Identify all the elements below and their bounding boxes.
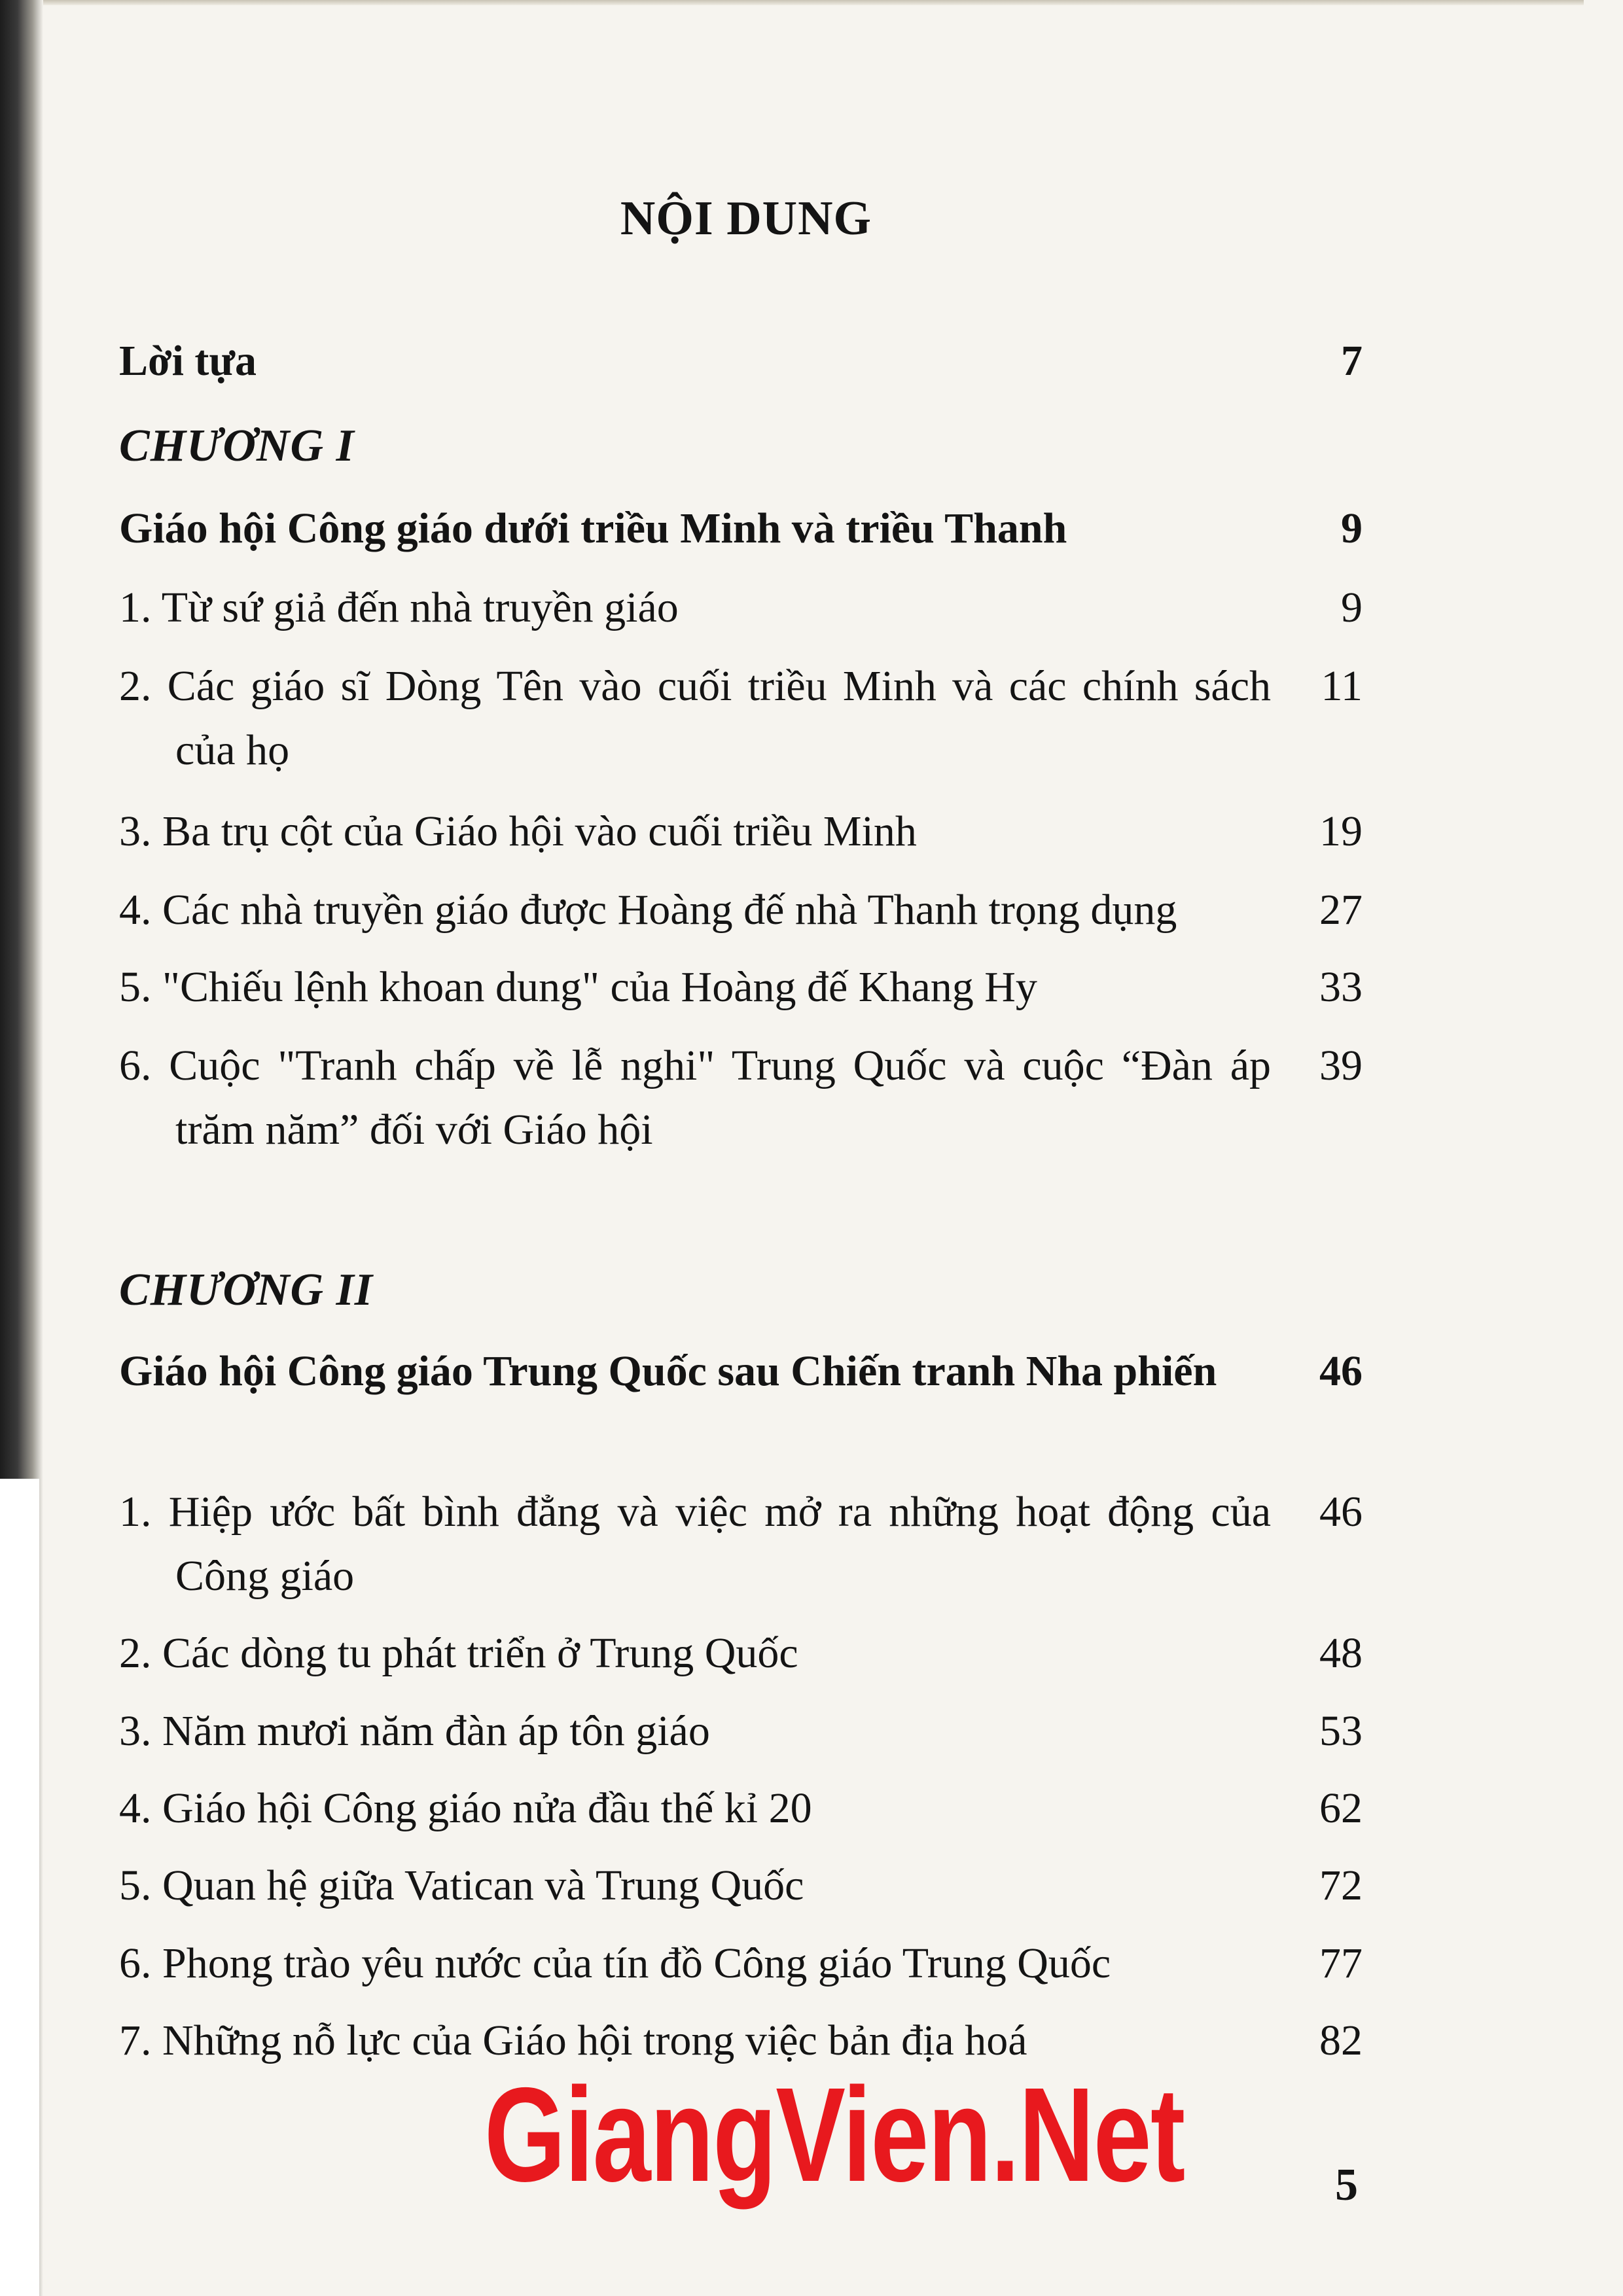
toc-entry: [119, 1854, 1363, 1918]
toc-entry-label: Lời tựa: [119, 337, 257, 385]
site-watermark: GiangVien.Net: [484, 2060, 1185, 2210]
toc-entry-page: 27: [1319, 886, 1363, 934]
toc-entry-page: 46: [1319, 1488, 1363, 1536]
chapter-2-title-entry: [119, 1339, 1363, 1404]
toc-entry-page: 82: [1319, 2017, 1363, 2064]
chapter-2-label: CHƯƠNG II: [119, 1265, 374, 1315]
toc-entry-page: 19: [1319, 807, 1363, 855]
page-title: NỘI DUNG: [620, 192, 872, 245]
toc-entry-label: 5. Quan hệ giữa Vatican và Trung Quốc: [119, 1862, 804, 1909]
toc-entry: [119, 1699, 1363, 1763]
toc-entry-page: 77: [1319, 1939, 1363, 1987]
chapter-1-title-page: 9: [1341, 504, 1363, 552]
toc-entry-label: 2. Các dòng tu phát triển ở Trung Quốc: [119, 1629, 798, 1677]
toc-entry: [119, 1480, 1363, 1608]
chapter-1-label: CHƯƠNG I: [119, 421, 355, 471]
toc-entry-page: 7: [1341, 337, 1363, 385]
toc-entry: [119, 800, 1363, 864]
toc-entry-page: 39: [1319, 1042, 1363, 1089]
toc-entry-page: 11: [1321, 662, 1363, 710]
toc-entry-page: 9: [1341, 584, 1363, 631]
toc-entry-label: 6. Phong trào yêu nước của tín đồ Công giáo Trung Quốc: [119, 1939, 1111, 1987]
toc-entry-label: 1. Hiệp ước bất bình đẳng và việc mở ra những hoạt động của Công giáo: [119, 1488, 1271, 1600]
toc-entry-page: 72: [1319, 1862, 1363, 1909]
toc-entry-label: 5. "Chiếu lệnh khoan dung" của Hoàng đế Khang Hy: [119, 963, 1037, 1011]
toc-entry-page: 53: [1319, 1707, 1363, 1755]
toc-entry-label: 3. Ba trụ cột của Giáo hội vào cuối triều Minh: [119, 807, 917, 855]
toc-entry-label: 4. Giáo hội Công giáo nửa đầu thế kỉ 20: [119, 1784, 812, 1832]
toc-entry-label: 6. Cuộc "Tranh chấp về lễ nghi" Trung Quốc và cuộc “Đàn áp trăm năm” đối với Giáo hội: [119, 1042, 1271, 1154]
toc-entry-label: 7. Những nỗ lực của Giáo hội trong việc bản địa hoá: [119, 2017, 1027, 2064]
toc-entry-page: 33: [1319, 963, 1363, 1011]
toc-entry-label: 1. Từ sứ giả đến nhà truyền giáo: [119, 584, 679, 631]
chapter-1-title-entry: [119, 497, 1363, 561]
toc-entry-label: 4. Các nhà truyền giáo được Hoàng đế nhà Thanh trọng dụng: [119, 886, 1177, 934]
toc-entry: [119, 576, 1363, 640]
chapter-1-title: Giáo hội Công giáo dưới triều Minh và triều Thanh: [119, 504, 1067, 552]
toc-entry-label: 2. Các giáo sĩ Dòng Tên vào cuối triều Minh và các chính sách của họ: [119, 662, 1271, 774]
page-number: 5: [1335, 2160, 1358, 2210]
toc-entry: [119, 1034, 1363, 1162]
toc-entry-page: 48: [1319, 1629, 1363, 1677]
toc-entry: [119, 955, 1363, 1019]
chapter-2-title: Giáo hội Công giáo Trung Quốc sau Chiến tranh Nha phiến: [119, 1347, 1217, 1395]
toc-entry-label: 3. Năm mươi năm đàn áp tôn giáo: [119, 1707, 710, 1755]
toc-entry: [119, 654, 1363, 783]
toc-entry: [119, 1621, 1363, 1686]
scan-margin: [0, 1479, 39, 2296]
chapter-2-title-page: 46: [1319, 1347, 1363, 1395]
toc-entry: [119, 1932, 1363, 1996]
toc-entry-page: 62: [1319, 1784, 1363, 1832]
toc-entry: [119, 1776, 1363, 1841]
toc-entry: [119, 878, 1363, 942]
page-top-edge: [39, 0, 1584, 5]
toc-entry-preface: [119, 329, 1363, 393]
